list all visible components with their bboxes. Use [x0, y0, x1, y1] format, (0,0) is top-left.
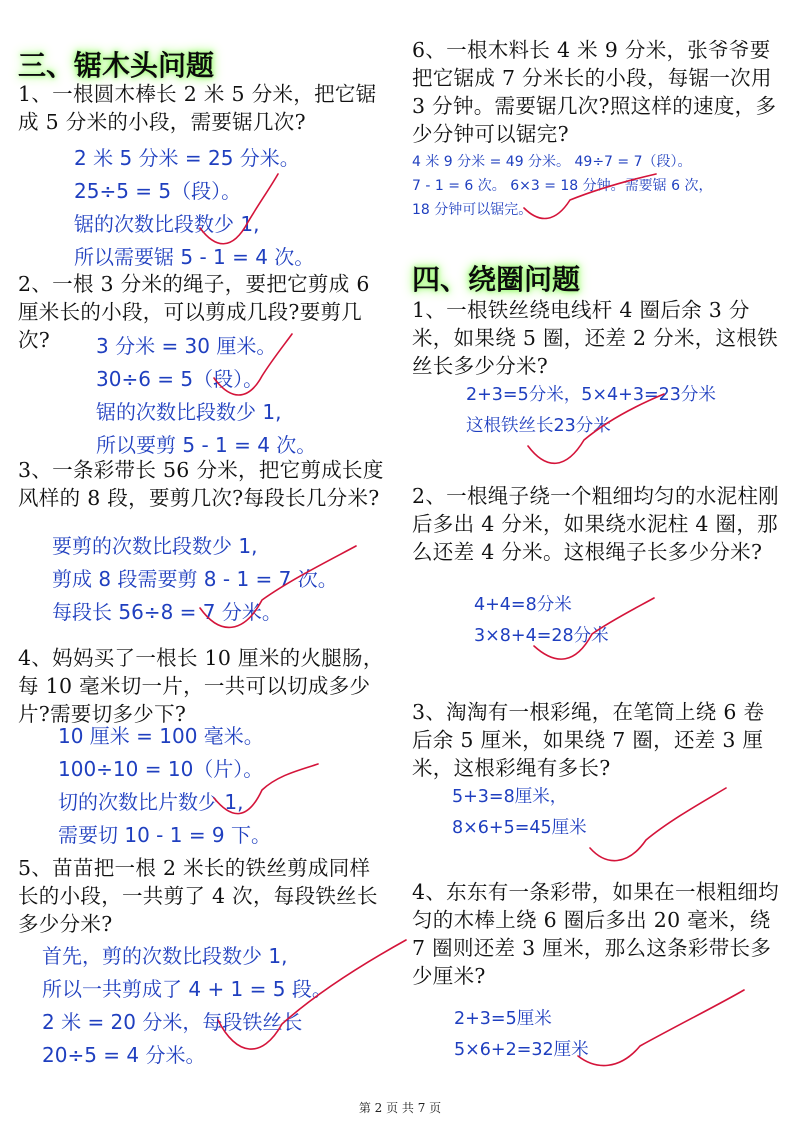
problem-3-5: 5、苗苗把一根 2 米长的铁丝剪成同样长的小段，一共剪了 4 次，每段铁丝长多少分米?	[18, 856, 378, 936]
answer-line: 锯的次数比段数少 1,	[74, 212, 260, 236]
problem-4-4: 4、东东有一条彩带，如果在一根粗细均匀的木棒上绕 6 圈后多出 20 毫米，绕 7 圈则还差 3 厘米，那么这条彩带长多少厘米?	[412, 880, 779, 988]
answer-line: 5+3=8厘米，	[452, 787, 568, 807]
answer-line: 剪成 8 段需要剪 8 - 1 = 7 次。	[52, 567, 338, 591]
answer-line: 20÷5 = 4 分米。	[42, 1043, 206, 1067]
answer-line: 所以需要锯 5 - 1 = 4 次。	[74, 245, 315, 269]
check-mark-icon	[578, 990, 744, 1065]
answer-line: 2 米 = 20 分米，每段铁丝长	[42, 1010, 303, 1034]
answer-line: 3 分米 = 30 厘米。	[96, 334, 277, 358]
answer-3-1	[74, 142, 314, 274]
answer-3-2	[96, 330, 316, 462]
answer-line: 所以一共剪成了 4 + 1 = 5 段。	[42, 977, 332, 1001]
answer-4-3	[452, 782, 587, 844]
answer-3-3	[52, 530, 338, 629]
answer-line: 3×8+4=28分米	[474, 626, 609, 646]
answer-line: 2+3=5厘米	[454, 1009, 552, 1029]
answer-line: 这根铁丝长23分米	[466, 416, 611, 436]
answer-line: 锯的次数比段数少 1,	[96, 400, 282, 424]
answer-4-1	[466, 380, 716, 442]
problem-4-2: 2、一根绳子绕一个粗细均匀的水泥柱刚后多出 4 分米，如果绕水泥柱 4 圈，那么还差 4 分米。这根绳子长多少分米?	[412, 484, 779, 564]
answer-line: 30÷6 = 5（段）。	[96, 367, 264, 391]
answer-line: 7 - 1 = 6 次。 6×3 = 18 分钟。需要锯 6 次，	[412, 178, 713, 194]
answer-line: 18 分钟可以锯完。	[412, 202, 533, 218]
answer-line: 100÷10 = 10（片）。	[58, 757, 264, 781]
problem-3-2: 2、一根 3 分米的绳子，要把它剪成 6 厘米长的小段，可以剪成几段?要剪几次?	[18, 272, 370, 352]
answer-line: 2+3=5分米，5×4+3=23分米	[466, 385, 716, 405]
answer-4-4	[454, 1004, 589, 1066]
problem-3-3: 3、一条彩带长 56 分米，把它剪成长度风样的 8 段，要剪几次?每段长几分米?	[18, 458, 384, 510]
answer-3-5	[42, 940, 332, 1072]
answer-3-6	[412, 150, 712, 222]
answer-line: 切的次数比片数少 1,	[58, 790, 244, 814]
answer-line: 每段长 56÷8 = 7 分米。	[52, 600, 282, 624]
answer-line: 5×6+2=32厘米	[454, 1040, 589, 1060]
answer-line: 所以要剪 5 - 1 = 4 次。	[96, 433, 317, 457]
answer-line: 8×6+5=45厘米	[452, 818, 587, 838]
answer-line: 4+4=8分米	[474, 595, 572, 615]
section4-heading: 四、绕圈问题	[412, 263, 581, 296]
problem-3-6: 6、一根木料长 4 米 9 分米，张爷爷要把它锯成 7 分米长的小段，每锯一次用 3 分钟。需要锯几次?照这样的速度，多少分钟可以锯完?	[412, 38, 777, 146]
answer-4-2	[474, 590, 609, 652]
answer-line: 需要切 10 - 1 = 9 下。	[58, 823, 272, 847]
answer-line: 10 厘米 = 100 毫米。	[58, 724, 264, 748]
answer-line: 首先，剪的次数比段数少 1,	[42, 944, 288, 968]
answer-3-4	[58, 720, 271, 852]
section3-heading: 三、锯木头问题	[18, 49, 215, 82]
answer-line: 2 米 5 分米 = 25 分米。	[74, 146, 300, 170]
check-mark-icon	[590, 788, 726, 861]
problem-3-1: 1、一根圆木棒长 2 米 5 分米，把它锯成 5 分米的小段，需要锯几次?	[18, 82, 377, 134]
problem-3-4: 4、妈妈买了一根长 10 厘米的火腿肠，每 10 毫米切一片，一共可以切成多少片?需要切多少下?	[18, 646, 384, 726]
answer-line: 4 米 9 分米 = 49 分米。 49÷7 = 7（段）。	[412, 154, 692, 170]
answer-line: 25÷5 = 5（段）。	[74, 179, 242, 203]
answer-line: 要剪的次数比段数少 1,	[52, 534, 258, 558]
problem-4-3: 3、淘淘有一根彩绳，在笔筒上绕 6 卷后余 5 厘米，如果绕 7 圈，还差 3 厘米，这根彩绳有多长?	[412, 700, 765, 780]
problem-4-1: 1、一根铁丝绕电线杆 4 圈后余 3 分米，如果绕 5 圈，还差 2 分米，这根铁丝长多少分米?	[412, 298, 778, 378]
page-footer: 第 2 页 共 7 页	[358, 1101, 442, 1115]
